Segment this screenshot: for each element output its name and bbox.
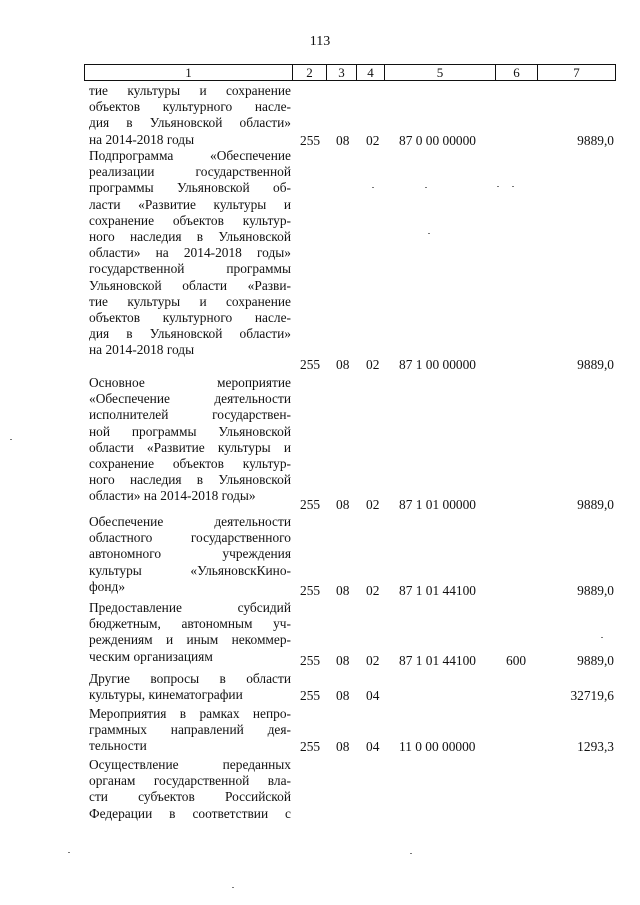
cell-c2: 255: [300, 653, 321, 668]
desc-line: Другие вопросы в области: [89, 671, 291, 686]
scan-speck: [428, 233, 430, 234]
desc-line: фонд»: [89, 578, 126, 594]
desc-line: дия в Ульяновской области»: [89, 326, 291, 342]
cell-c5: 87 1 01 44100: [399, 583, 476, 598]
cell-c4: 02: [366, 357, 380, 372]
cell-c2: 255: [300, 739, 321, 754]
desc-line: Обеспечение деятельности: [89, 514, 291, 529]
cell-c4: 02: [366, 497, 380, 512]
desc-line: области» на 2014-2018 годы»: [89, 488, 256, 504]
cell-c7: 9889,0: [577, 583, 614, 598]
row-description: [89, 600, 291, 665]
desc-line: области «Развитие культуры и: [89, 439, 291, 455]
desc-line: исполнителей государствен-: [89, 407, 291, 423]
desc-line: ческим организациям: [89, 648, 213, 664]
cell-c7: 1293,3: [577, 739, 614, 754]
desc-line: ной программы Ульяновской: [89, 423, 291, 439]
table-header: [84, 64, 616, 81]
cell-c3: 08: [336, 133, 350, 148]
cell-c3: 08: [336, 357, 350, 372]
cell-c4: 04: [366, 739, 380, 754]
desc-line: реализации государственной: [89, 164, 291, 180]
cell-c3: 08: [336, 688, 350, 703]
desc-line: автономного учреждения: [89, 546, 291, 562]
desc-line: культуры «УльяновскКино-: [89, 562, 291, 578]
desc-line: Предоставление субсидий: [89, 600, 291, 615]
desc-line: бюджетным, автономным уч-: [89, 616, 291, 632]
header-col-2: 2: [293, 65, 327, 80]
desc-line: граммных направлений дея-: [89, 722, 291, 738]
scan-speck: [10, 439, 12, 440]
row-description: [89, 83, 291, 148]
cell-c4: 02: [366, 583, 380, 598]
cell-c4: 02: [366, 653, 380, 668]
desc-line: на 2014-2018 годы: [89, 342, 195, 358]
desc-line: Мероприятия в рамках непро-: [89, 706, 291, 721]
desc-line: программы Ульяновской об-: [89, 180, 291, 196]
cell-c3: 08: [336, 739, 350, 754]
cell-c6: 600: [506, 653, 527, 668]
cell-c2: 255: [300, 583, 321, 598]
cell-c7: 9889,0: [577, 357, 614, 372]
cell-c2: 255: [300, 688, 321, 703]
scan-speck: [232, 887, 234, 888]
scan-speck: [512, 186, 514, 187]
desc-line: областного государственного: [89, 530, 291, 546]
desc-line: тельности: [89, 738, 147, 754]
header-col-6: 6: [496, 65, 538, 80]
desc-line: ного наследия в Ульяновской: [89, 228, 291, 244]
header-col-4: 4: [357, 65, 385, 80]
cell-c7: 9889,0: [577, 497, 614, 512]
header-col-1: 1: [85, 65, 293, 80]
cell-c7: 9889,0: [577, 133, 614, 148]
row-description: [89, 671, 291, 703]
scan-speck: [497, 186, 499, 187]
cell-c7: 9889,0: [577, 653, 614, 668]
scan-speck: [372, 187, 374, 188]
desc-line: тие культуры и сохранение: [89, 293, 291, 309]
desc-line: Осуществление переданных: [89, 757, 291, 772]
cell-c5: 87 1 01 00000: [399, 497, 476, 512]
cell-c5: 87 1 01 44100: [399, 653, 476, 668]
scan-speck: [601, 637, 603, 638]
desc-line: ласти «Развитие культуры и: [89, 196, 291, 212]
desc-line: реждениям и иным некоммер-: [89, 632, 291, 648]
desc-line: «Обеспечение деятельности: [89, 391, 291, 407]
desc-line: культуры, кинематографии: [89, 687, 243, 703]
row-description: [89, 148, 291, 358]
cell-c2: 255: [300, 357, 321, 372]
cell-c5: 11 0 00 00000: [399, 739, 476, 754]
desc-line: сохранение объектов культур-: [89, 455, 291, 471]
cell-c2: 255: [300, 497, 321, 512]
desc-line: на 2014-2018 годы: [89, 131, 195, 147]
desc-line: ного наследия в Ульяновской: [89, 472, 291, 488]
header-col-3: 3: [327, 65, 357, 80]
header-col-5: 5: [385, 65, 496, 80]
desc-line: Основное мероприятие: [89, 375, 291, 390]
scan-speck: [410, 853, 412, 854]
cell-c5: 87 1 00 00000: [399, 357, 476, 372]
row-description: [89, 375, 291, 505]
cell-c3: 08: [336, 583, 350, 598]
desc-line: тие культуры и сохранение: [89, 83, 291, 98]
desc-line: объектов культурного насле-: [89, 309, 291, 325]
desc-line: сти субъектов Российской: [89, 789, 291, 805]
cell-c3: 08: [336, 653, 350, 668]
desc-line: сохранение объектов культур-: [89, 212, 291, 228]
cell-c4: 04: [366, 688, 380, 703]
scan-speck: [68, 852, 70, 853]
desc-line: Ульяновской области «Разви-: [89, 277, 291, 293]
row-description: [89, 514, 291, 595]
row-description: [89, 757, 291, 822]
cell-c5: 87 0 00 00000: [399, 133, 476, 148]
cell-c2: 255: [300, 133, 321, 148]
desc-line: Подпрограмма «Обеспечение: [89, 148, 291, 163]
scan-speck: [425, 187, 427, 188]
desc-line: государственной программы: [89, 261, 291, 277]
page-number: 113: [309, 34, 331, 49]
desc-line: дия в Ульяновской области»: [89, 115, 291, 131]
cell-c4: 02: [366, 133, 380, 148]
row-description: [89, 706, 291, 755]
cell-c7: 32719,6: [570, 688, 614, 703]
desc-line: Федерации в соответствии с: [89, 805, 291, 821]
desc-line: области» на 2014-2018 годы»: [89, 245, 291, 261]
header-col-7: 7: [573, 65, 580, 80]
desc-line: органам государственной вла-: [89, 773, 291, 789]
desc-line: объектов культурного насле-: [89, 99, 291, 115]
cell-c3: 08: [336, 497, 350, 512]
